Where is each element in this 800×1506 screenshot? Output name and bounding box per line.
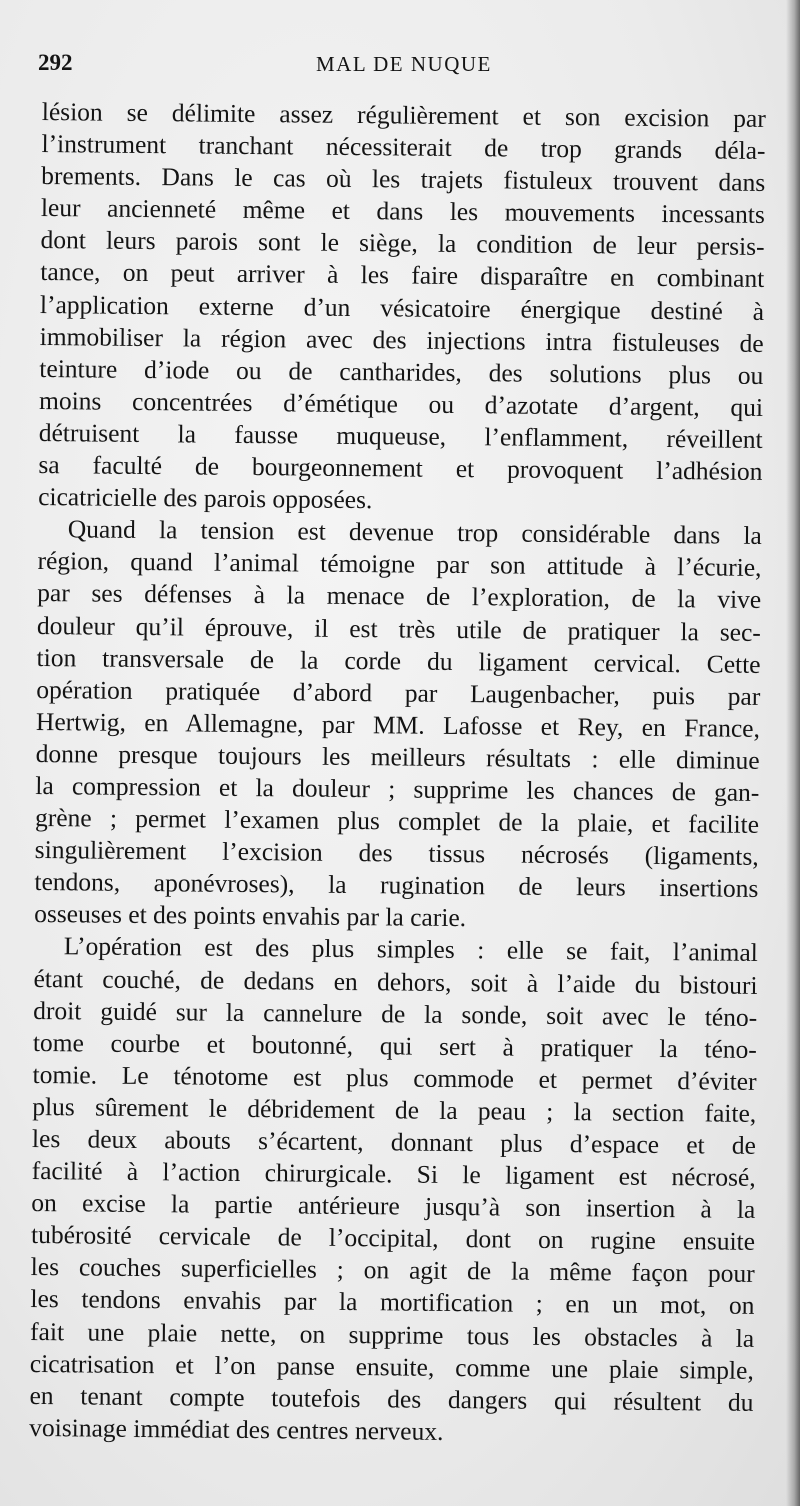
text-line: l’instrument tranchant nécessiterait de trop grands déla- — [41, 129, 766, 166]
body-text — [29, 96, 766, 1451]
text-line: Hertwig, en Allemagne, par MM. Lafosse et Rey, en France, — [35, 706, 761, 743]
text-line: moins concentrées d’émétique ou d’azotate d’argent, qui — [38, 385, 764, 422]
text-line: Quand la tension est devenue trop considérable dans la — [67, 514, 762, 551]
text-line: douleur qu’il éprouve, il est très utile de pratiquer la sec- — [36, 610, 762, 647]
text-line: les couches superficielles ; on agit de la même façon pour — [30, 1252, 755, 1289]
text-line: singulièrement l’excision des tissus nécrosés (ligaments, — [34, 835, 759, 872]
text-line: droit guidé sur la cannelure de la sonde, soit avec le téno- — [33, 995, 758, 1032]
text-line: tomie. Le ténotome est plus commode et permet d’éviter — [32, 1059, 757, 1096]
text-line: étant couché, de dedans en dehors, soit à l’aide du bistouri — [33, 963, 758, 1000]
text-line: cicatrisation et l’on panse ensuite, comme une plaie simple, — [29, 1348, 754, 1385]
text-line: cicatricielle des parois opposées. — [38, 482, 373, 515]
text-line: voisinage immédiat des centres nerveux. — [29, 1412, 444, 1446]
text-line: tion transversale de la corde du ligament cervical. Cette — [36, 642, 761, 679]
text-line: dont leurs parois sont le siège, la condition de leur persis- — [40, 225, 765, 262]
text-line: région, quand l’animal témoigne par son attitude à l’écurie, — [37, 546, 762, 583]
text-line: tubérosité cervicale de l’occipital, dont on rugine ensuite — [30, 1220, 756, 1257]
text-line: détruisent la fausse muqueuse, l’enflamment, réveillent — [38, 417, 763, 454]
text-line: facilité à l’action chirurgicale. Si le ligament est nécrosé, — [31, 1156, 756, 1192]
text-line: tance, on peut arriver à les faire disparaître en combinant — [40, 257, 765, 294]
text-line: opération pratiquée d’abord par Laugenbacher, puis par — [36, 674, 761, 711]
text-line: tendons, aponévroses), la rugination de leurs insertions — [34, 867, 759, 904]
text-line: lésion se délimite assez régulièrement et son excision par — [41, 96, 766, 133]
text-line: teinture d’iode ou de cantharides, des solutions plus ou — [39, 353, 764, 390]
text-line: les deux abouts s’écartent, donnant plus d’espace et de — [31, 1123, 757, 1160]
text-line: par ses défenses à la menace de l’exploration, de la vive — [37, 578, 762, 615]
text-line: la compression et la douleur ; supprime les chances de gan- — [35, 770, 760, 807]
text-line: brements. Dans le cas où les trajets fistuleux trouvent dans — [41, 161, 766, 198]
running-title: MAL DE NUQUE — [316, 52, 492, 76]
page-number: 292 — [38, 50, 73, 75]
text-line: les tendons envahis par la mortification ; en un mot, on — [30, 1284, 755, 1321]
text-line: sa faculté de bourgeonnement et provoquent l’adhésion — [38, 450, 763, 486]
text-line: on excise la partie antérieure jusqu’à son insertion à la — [31, 1188, 756, 1225]
text-line: tome courbe et boutonné, qui sert à pratiquer la téno- — [32, 1027, 758, 1064]
page-header — [38, 50, 738, 84]
text-line: en tenant compte toutefois des dangers qui résultent du — [29, 1380, 754, 1417]
text-line: fait une plaie nette, on supprime tous les obstacles à la — [30, 1316, 755, 1353]
text-line: immobiliser la région avec des injections intra fistuleuses de — [39, 321, 764, 358]
text-line: grène ; permet l’examen plus complet de la plaie, et facilite — [34, 803, 760, 839]
page-edge-shadow — [786, 0, 800, 1506]
text-line: donne presque toujours les meilleurs résultats : elle diminue — [35, 738, 760, 775]
text-line: l’application externe d’un vésicatoire énergique destiné à — [39, 289, 765, 326]
text-line: leur ancienneté même et dans les mouvements incessants — [40, 193, 766, 230]
text-line: osseuses et des points envahis par la carie. — [34, 899, 467, 933]
text-line: L’opération est des plus simples : elle se fait, l’animal — [63, 931, 758, 968]
text-line: plus sûrement le débridement de la peau ; la section faite, — [32, 1091, 757, 1128]
